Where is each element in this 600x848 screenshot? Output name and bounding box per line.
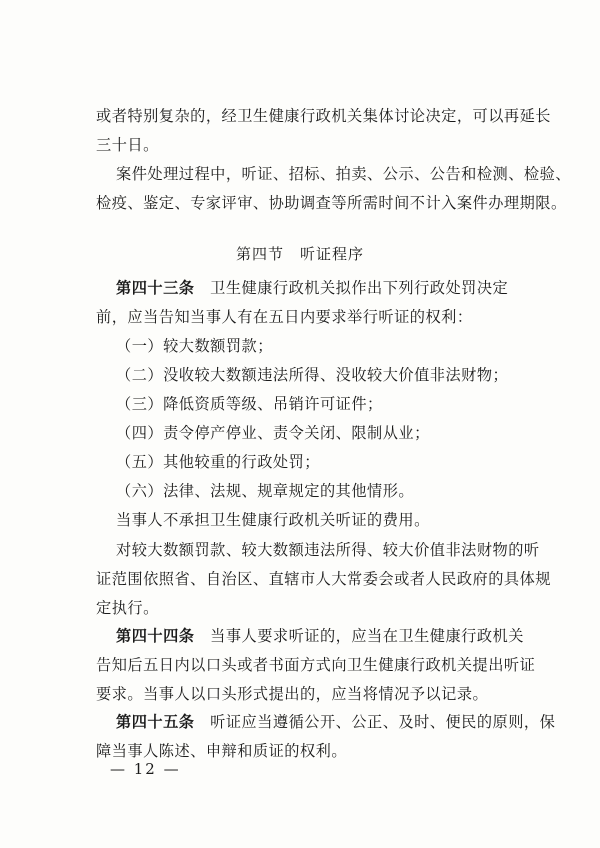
list-item: （三）降低资质等级、吊销许可证件； [116,395,383,413]
article-44-text: 当事人要求听证的，应当在卫生健康行政机关 [194,627,524,645]
text-line: 障当事人陈述、申辩和质证的权利。 [96,742,347,760]
article-45 [96,708,556,766]
text-line: 定执行。 [96,599,159,617]
list-item: （四）责令停产停业、责令关闭、限制从业； [116,424,430,442]
article-44-label: 第四十四条 [116,627,195,645]
list-item: （五）其他较重的行政处罚； [116,453,320,471]
text-line: 案件处理过程中，听证、招标、拍卖、公示、公告和检测、检验、 [116,165,571,183]
paragraph-extension [96,102,551,160]
text-line: 前，应当告知当事人有在五日内要求举行听证的权利： [96,308,473,326]
article-45-label: 第四十五条 [116,713,195,731]
text-line: 检疫、鉴定、专家评审、协助调查等所需时间不计入案件办理期限。 [96,194,567,212]
paragraph-excluded-time [96,160,571,218]
paragraph-scope [96,536,551,623]
text-line: 当事人不承担卫生健康行政机关听证的费用。 [116,511,430,529]
text-line: 或者特别复杂的，经卫生健康行政机关集体讨论决定，可以再延长 [96,107,551,125]
text-line: 证范围依照省、自治区、直辖市人大常委会或者人民政府的具体规 [96,570,551,588]
page-number: — 12 — [110,760,181,778]
paragraph-fee [116,506,536,535]
article-44 [96,622,536,709]
section-title: 第四节 听证程序 [235,245,364,263]
text-line: 告知后五日内以口头或者书面方式向卫生健康行政机关提出听证 [96,656,536,674]
article-43-items [116,332,536,506]
text-line: 要求。当事人以口头形式提出的，应当将情况予以记录。 [96,685,489,703]
article-45-text: 听证应当遵循公开、公正、及时、便民的原则，保 [194,713,556,731]
text-line: 三十日。 [96,136,159,154]
article-43-label: 第四十三条 [116,279,195,297]
list-item: （二）没收较大数额违法所得、没收较大价值非法财物； [116,366,509,384]
list-item: （六）法律、法规、规章规定的其他情形。 [116,482,415,500]
article-43 [96,274,536,332]
text-line: 对较大数额罚款、较大数额违法所得、较大价值非法财物的听 [116,541,540,559]
article-43-text: 卫生健康行政机关拟作出下列行政处罚决定 [194,279,509,297]
list-item: （一）较大数额罚款； [116,337,273,355]
